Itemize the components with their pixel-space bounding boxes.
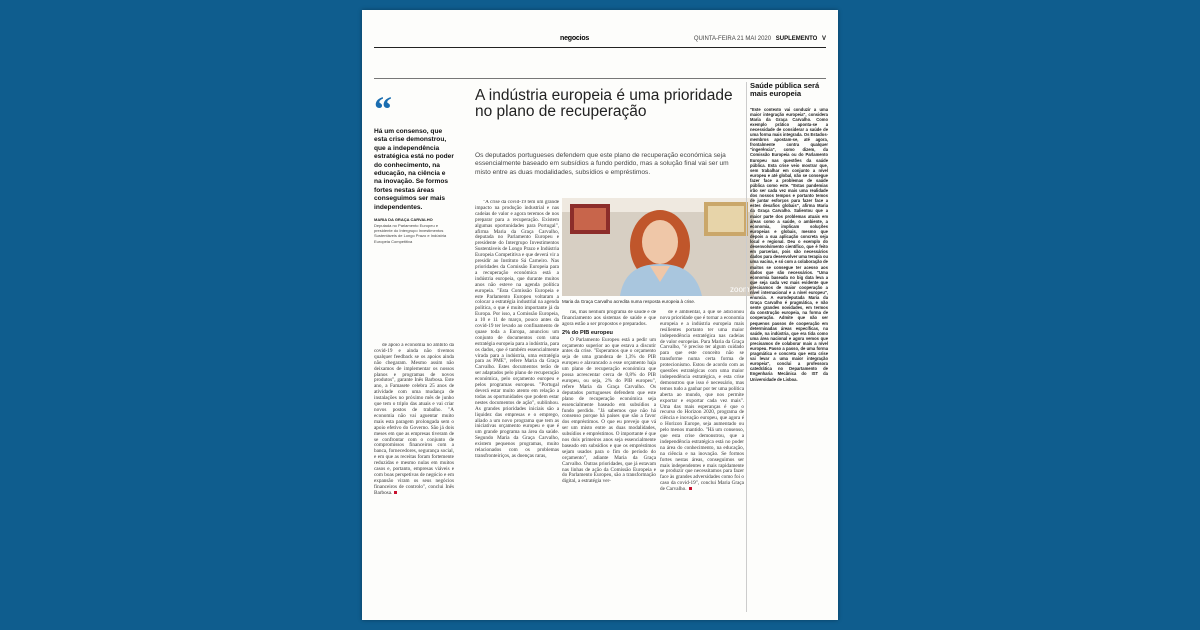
article-lead: Os deputados portugueses defendem que este plano de recuperação económica seja essencialmente baseado em subsídios a fundo perdido, mas a solução final vai ser um misto entre as duas modalidades, subsídios e empréstimos. xyxy=(475,152,729,176)
photo-caption: Maria da Graça Carvalho acredita numa resposta europeia à crise. xyxy=(562,299,696,304)
pull-quote xyxy=(374,89,454,244)
column-left xyxy=(374,343,454,615)
quote-mark-icon: “ xyxy=(374,89,392,129)
portrait-photo xyxy=(562,198,754,296)
column-left-text: de apoio à economia no âmbito da covid-19 e ainda não tivemos qualquer feedback se os apoios ainda não chegaram. Mesmo assim não deixamos de implementar os nossos planos e programas de novos produtos", garante Inês Barbosa. Este ano, a Famasete celebra 25 anos de atividade com uma mudança de instalações no próximo mês de junho que tem o triplo das atuais e vai criar novos postos de trabalho. "A economia não vai aguentar muito mais esta paragem prolongada sem o apoio efetivo do Governo. São já dois meses em que as empresas tiveram de se confrontar com o conjunto de compromissos financeiros com a banca, fornecedores, segurança social, e em que as receitas foram fortemente reduzidas e mesmo nulas em muitos casos e, portanto, empresas viáveis e com boas perspetivas de negócio e em expansão viram os seus negócios financeiros de controlo", conclui Inês Barbosa. xyxy=(374,343,454,496)
column-c-text: de e ambiental, a que se adicionou nova prioridade que é tornar a economia europeia e a indústria europeia mais resilientes portanto ter uma maior independência estratégica nas cadeias de valor europeias. Para Maria da Graça Carvalho, "é preciso ter algum cuidado para que este conceito não se transforme numa certa forma de protecionismo. Estou de acordo com as questões estratégicas com uma maior independência estratégica, e esta crise demonstrou que isso é necessário, mas temos tudo a ganhar por ter uma política aberta ao mundo, que nos permite exportar e exportar cada vez mais". Uma das mais esperanças é que o recurso do Horizon 2020, programa de ciência e inovação europeu, que agora é o Horizon Europe, seja aumentado ou pelo menos mantido. "Há um consenso, que esta crise demonstrou, que a independência estratégica está no poder na área do conhecimento, na educação, na ciência e na inovação. Se formos fortes nestas áreas, conseguimos ser mais independentes e mais rapidamente se produzir que necessitamos para fazer face às grandes adversidades como foi o caso da covid-19", conclui Maria Graça de Carvalho. xyxy=(660,310,744,493)
column-a xyxy=(475,200,559,615)
header-date: QUINTA-FEIRA 21 MAI 2020 xyxy=(693,36,772,42)
article-title: A indústria europeia é uma prioridade no plano de recuperação xyxy=(475,87,733,120)
publication-logo: negocios xyxy=(560,35,590,42)
sidebar-box xyxy=(750,82,828,612)
header-meta xyxy=(694,36,826,42)
quote-author-role: Deputada no Parlamento Europeu e presidente do Intergrupo Investimentos Sustentáveis de Longo Prazo e Indústria Europeia Competitiva xyxy=(374,223,447,244)
column-c xyxy=(660,310,744,615)
zoom-watermark: zoom xyxy=(730,285,750,294)
top-rule xyxy=(374,78,826,79)
column-b xyxy=(562,310,656,615)
section-subheading: 2% do PIB europeu xyxy=(562,329,613,336)
sidebar-title: Saúde pública será mais europeia xyxy=(750,81,820,99)
column-b-text: ras, mas nenhum programa de saúde e de financiamento aos sistemas de saúde e que agora estão a ser propostos e preparados. xyxy=(562,310,656,327)
header-section: SUPLEMENTO xyxy=(775,36,818,42)
column-a-text: "A crise da covid-19 tem um grande impacto na produção industrial e nas cadeias de valor e agora teremos de nos preparar para a recuperação. Existem algumas oportunidades para Portugal", afirma Maria da Graça Carvalho, deputada no Parlamento Europeu e presidente do Intergrupo Investimentos Sustentáveis de Longo Prazo e Indústria Europeia Competitiva e que deverá vir a presidir ao Instituto Sá Carneiro. Nas prioridades da Comissão Europeia para a recuperação económica está a indústria europeia, que durante muitos anos não esteve na agenda política europeia. "Esta Comissão Europeia e este Parlamento Europeu voltaram a colocar a estratégia industrial na agenda política, o que é muito importante já da Europa. Por isso, a Comissão Europeia, a 10 e 11 de março, pouco antes da covid-19 ter levado ao confinamento de quase toda a Europa, anunciou um conjunto de documentos com uma estratégia europeia para a indústria, para os dados, que é também essencialmente virada para a indústria, uma estratégia para as PME", refere Maria da Graça Carvalho. Estes documentos terão de ser adaptados pelo plano de recuperação económica, pelo orçamento europeu e pelos programas europeus. "Portugal deverá estar muito atento em relação a todas as oportunidades que podem estar nestes documentos de ação", sublinhou. As grandes prioridades iniciais são a liquidez das empresas e o emprego, aliado a um novo programa que tem as iniciativas orçamento europeu e que é um grande programa na área da saúde. Segundo Maria da Graça Carvalho, existem pequenos programas, muito relacionados com os problemas transfronteiriços, as doenças raras, xyxy=(475,200,559,459)
newspaper-page xyxy=(362,10,838,620)
quote-text: Há um consenso, que esta crise demonstrou, que a independência estratégica está no poder do conhecimento, na educação, na ciência e na inovação. Se formos fortes nestas áreas conseguimos ser mais independentes. xyxy=(374,128,454,211)
sidebar-body xyxy=(750,107,828,612)
page-header xyxy=(374,35,826,48)
header-page-number: V xyxy=(821,36,826,42)
sidebar-text: "Este contexto vai conduzir a uma maior integração europeia", considera Maria da Graça Carvalho. Como exemplo prático aponta-se a necessidade de considerar a saúde de uma forma mais integrada. Os Estados-membros apostam-se, até agora, frontalmente contra qualquer "ingerência", como dizem, da Comissão Europeia ou do Parlamento Europeu nas questões da saúde pública. Esta crise veio mostrar que, sem trabalhar em conjunto a nível europeu e até global, não se consegue fazer face a problemas de saúde pública como este. "Estas pandemias irão ser cada vez mais uma realidade dos nossos tempos e portanto temos de juntar esforços para fazer face a estes desafios globais", afirma Maria da Graça Carvalho. Salientou que a maior parte dos problemas atuais em áreas como a saúde, o ambiente, a economia, implicam soluções europeias e globais, mesmo que depois a sua aplicação concreta seja local e regional. Deu o exemplo do desenvolvimento científico, que é feito em parcerias, pois são necessários dados para desenvolver uma terapia ou uma vacina, e só com a colaboração de muitos se consegue ter acesso aos dados que são necessários. "Uma economia baseada no big data leva a que seja cada vez mais evidente que precisamos de maior cooperação a nível internacional e a nível europeu", enuncia. A eurodeputada Maria da Graça Carvalho é pragmática, e não sente grandes novidades, em termos da construção europeia, na forma de cooperação. Admite que não ser pequenos passos de cooperação em determinadas áreas específicas, na saúde, na indústria, que era tida como uma área nacional e agora vemos que precisamos de colaborar mais a nível europeu. Passo a passo, de uma forma pragmática e concreta que esta crise vai levar a uma maior integração europeia", conclui a professora catedrática no Departamento de Engenharia Mecânica do IST da Universidade de Lisboa. xyxy=(750,106,828,382)
sidebar-divider xyxy=(746,82,747,612)
column-b-text-2: O Parlamento Europeu está a pedir um orçamento superior ao que estava a discutir antes da crise. "Esperamos que o orçamento seja de uma grandeza de 1,3% do PIB europeu e alavancado a esse orçamento haja um plano de recuperação económica que possa acrescentar cerca de 0,8% do PIB europeu, ou seja, 2% do PIB europeu", refere Maria da Graça Carvalho. Os deputados portugueses defendem que este plano de recuperação económica seja essencialmente baseado em subsídios a fundo perdido. "Já sabemos que não há consenso porque há países que são a favor dos empréstimos. O que eu prevejo que vá ser um misto entre as duas modalidades, subsídios e empréstimos. O importante é que nos dois primeiros anos seja essencialmente baseado em subsídios e que os empréstimos sejam usados para o fim do período do orçamento", adiante Maria da Graça Carvalho. Outras prioridades, que já estavam nas linhas de ação da Comissão Europeia e do Parlamento Europeu, são a transformação digital, a estratégia ver- xyxy=(562,336,656,485)
video-call-portrait xyxy=(562,198,754,296)
quote-author: MARIA DA GRAÇA CARVALHO xyxy=(374,217,433,223)
